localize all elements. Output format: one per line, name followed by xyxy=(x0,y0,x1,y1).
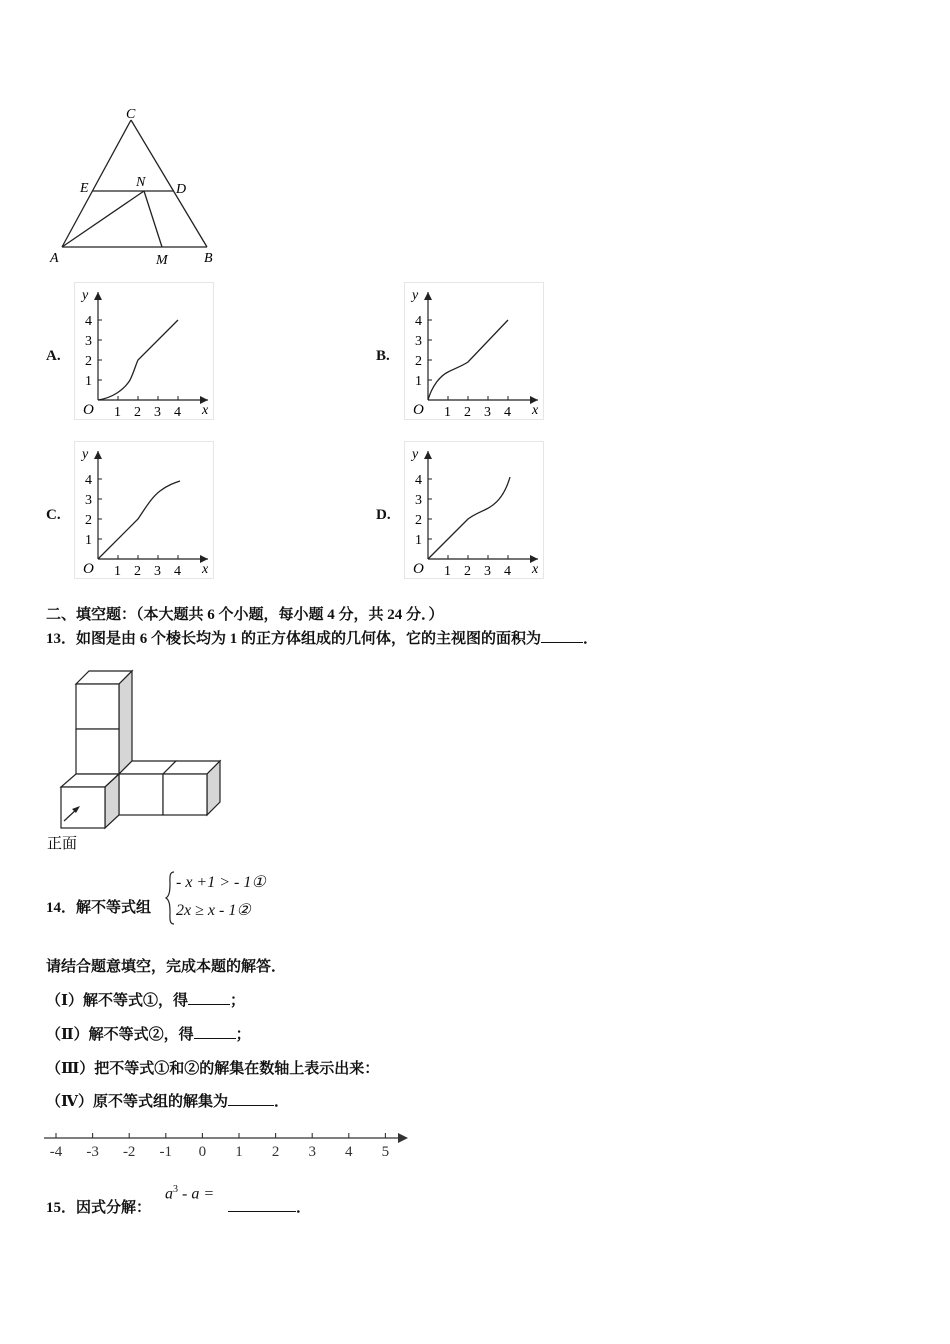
number-line-label: 2 xyxy=(271,1144,280,1160)
q15-base: a xyxy=(165,1185,173,1203)
x-tick-3: 3 xyxy=(484,564,491,579)
number-line xyxy=(40,1125,412,1163)
q14-inequality-1: - x +1 > - 1① xyxy=(176,874,266,891)
q15-rest: - a = xyxy=(178,1185,215,1203)
number-line-label: 3 xyxy=(308,1144,316,1160)
q13-text: 13．如图是由 6 个棱长均为 1 的正方体组成的几何体，它的主视图的面积为 xyxy=(46,631,542,647)
x-tick-3: 3 xyxy=(154,564,161,579)
y-tick-4: 4 xyxy=(85,473,92,488)
number-line-label: 0 xyxy=(198,1144,207,1160)
q14-step1-end: ； xyxy=(230,993,246,1009)
q15-expression xyxy=(165,1184,214,1203)
x-tick-4: 4 xyxy=(174,405,181,420)
axis-x-label: x xyxy=(532,403,539,418)
number-line-label: 5 xyxy=(381,1144,390,1160)
axis-x-label: x xyxy=(532,562,539,577)
q14-step2-end: ； xyxy=(235,1027,251,1043)
y-tick-4: 4 xyxy=(415,314,422,329)
curve-c xyxy=(98,481,180,559)
number-line-label: -3 xyxy=(86,1144,99,1160)
x-tick-1: 1 xyxy=(114,405,121,420)
q14-step4-blank[interactable] xyxy=(228,1091,274,1106)
triangle-figure xyxy=(40,100,240,275)
front-label: 正面 xyxy=(47,836,78,852)
number-line-label: 1 xyxy=(235,1144,243,1160)
q14-step2-text: （Ⅱ）解不等式②，得 xyxy=(46,1027,194,1043)
axis-y-label: y xyxy=(412,447,419,462)
origin-label: O xyxy=(83,561,94,577)
q14-step4-text: （Ⅳ）原不等式组的解集为 xyxy=(46,1094,229,1110)
q15-exponent: 3 xyxy=(173,1184,178,1195)
axis-y-label: y xyxy=(82,288,89,303)
q15-prefix: 15．因式分解： xyxy=(46,1200,152,1216)
x-tick-4: 4 xyxy=(504,564,511,579)
curve-b xyxy=(428,320,508,400)
q13-question xyxy=(46,627,598,648)
y-tick-2: 2 xyxy=(415,354,422,369)
q15-answer-blank[interactable] xyxy=(228,1197,296,1212)
section2-heading: 二、填空题：（本大题共 6 个小题，每小题 4 分，共 24 分．） xyxy=(46,607,444,623)
y-tick-1: 1 xyxy=(415,533,422,548)
option-a-graph xyxy=(74,282,214,420)
y-tick-1: 1 xyxy=(85,533,92,548)
option-a-label: A. xyxy=(46,348,61,364)
q14-step1 xyxy=(46,989,245,1010)
axis-y-label: y xyxy=(412,288,419,303)
number-line-label: -1 xyxy=(159,1144,173,1160)
number-line-label: -4 xyxy=(49,1144,63,1160)
q14-prefix: 14．解不等式组 xyxy=(46,900,152,916)
y-tick-3: 3 xyxy=(85,493,92,508)
q14-step4 xyxy=(46,1090,289,1111)
y-tick-4: 4 xyxy=(415,473,422,488)
label-A: A xyxy=(50,251,59,266)
origin-label: O xyxy=(413,561,424,577)
axis-y-label: y xyxy=(82,447,89,462)
axis-x-label: x xyxy=(202,562,209,577)
y-tick-3: 3 xyxy=(415,334,422,349)
label-B: B xyxy=(204,251,213,266)
y-tick-3: 3 xyxy=(415,493,422,508)
label-M: M xyxy=(156,253,168,268)
q15-answer xyxy=(228,1196,311,1217)
y-tick-2: 2 xyxy=(85,354,92,369)
option-b-graph xyxy=(404,282,544,420)
y-tick-3: 3 xyxy=(85,334,92,349)
q14-brace xyxy=(164,870,176,926)
x-tick-4: 4 xyxy=(174,564,181,579)
number-line-label: 4 xyxy=(345,1144,353,1160)
q14-step4-end: ． xyxy=(274,1094,290,1110)
x-tick-2: 2 xyxy=(464,564,471,579)
axis-x-label: x xyxy=(202,403,209,418)
y-tick-4: 4 xyxy=(85,314,92,329)
option-c-label: C. xyxy=(46,507,61,523)
x-tick-2: 2 xyxy=(464,405,471,420)
y-tick-2: 2 xyxy=(415,513,422,528)
x-tick-1: 1 xyxy=(114,564,121,579)
x-tick-1: 1 xyxy=(444,405,451,420)
x-tick-4: 4 xyxy=(504,405,511,420)
label-D: D xyxy=(176,182,187,197)
q14-step3: （Ⅲ）把不等式①和②的解集在数轴上表示出来： xyxy=(46,1061,380,1077)
label-E: E xyxy=(80,181,89,196)
x-tick-3: 3 xyxy=(484,405,491,420)
q14-step2 xyxy=(46,1023,251,1044)
y-tick-1: 1 xyxy=(415,374,422,389)
option-d-label: D. xyxy=(376,507,391,523)
q14-inequality-2: 2x ≥ x - 1② xyxy=(176,902,251,919)
q14-step1-text: （Ⅰ）解不等式①，得 xyxy=(46,993,189,1009)
q15-end: ． xyxy=(296,1200,312,1216)
x-tick-2: 2 xyxy=(134,405,141,420)
curve-d xyxy=(428,477,510,559)
label-C: C xyxy=(126,107,136,122)
y-tick-2: 2 xyxy=(85,513,92,528)
q14-step2-blank[interactable] xyxy=(194,1024,236,1039)
origin-label: O xyxy=(83,402,94,418)
y-tick-1: 1 xyxy=(85,374,92,389)
curve-a xyxy=(98,320,178,400)
q13-end: ． xyxy=(583,631,599,647)
cube-figure xyxy=(44,666,224,852)
number-line-label: -2 xyxy=(122,1144,136,1160)
option-c-graph xyxy=(74,441,214,579)
option-b-label: B. xyxy=(376,348,390,364)
x-tick-3: 3 xyxy=(154,405,161,420)
q14-step1-blank[interactable] xyxy=(188,990,230,1005)
option-d-graph xyxy=(404,441,544,579)
x-tick-2: 2 xyxy=(134,564,141,579)
origin-label: O xyxy=(413,402,424,418)
label-N: N xyxy=(136,175,146,190)
q13-answer-blank[interactable] xyxy=(541,628,583,643)
x-tick-1: 1 xyxy=(444,564,451,579)
q14-instruction: 请结合题意填空，完成本题的解答． xyxy=(46,959,287,975)
